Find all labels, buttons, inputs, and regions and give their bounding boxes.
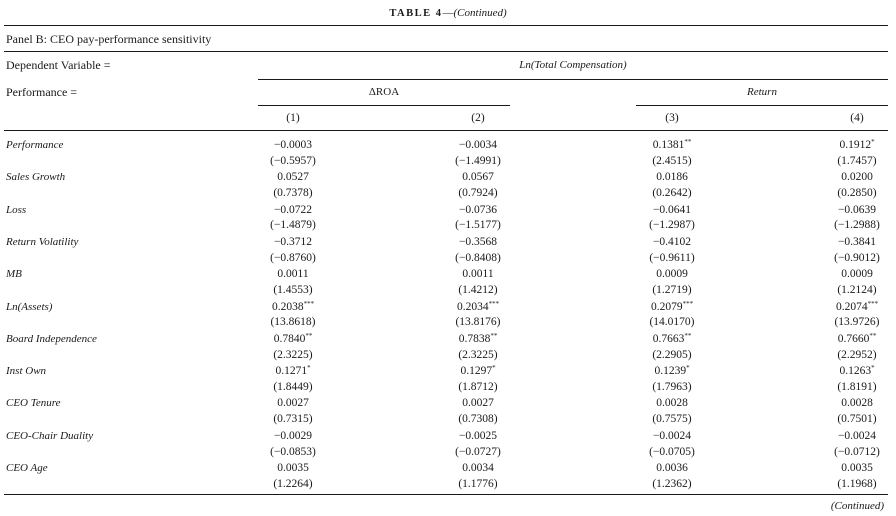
- coef-value: 0.0186: [656, 171, 688, 184]
- t-stat-cell: (2.2905): [652, 348, 692, 361]
- coef-cell: [238, 363, 348, 379]
- row-label: Inst Own: [6, 365, 47, 378]
- t-stat-cell: (1.8712): [458, 380, 498, 393]
- t-stat-cell: (13.8618): [270, 316, 316, 329]
- t-stat-cell: (−1.4991): [455, 154, 501, 167]
- coef-cell: [617, 137, 727, 153]
- coef-value: 0.7838: [458, 332, 491, 345]
- t-stat-cell: (1.2719): [652, 284, 692, 296]
- group-droa-header: ΔROA: [368, 86, 400, 98]
- coef-cell: [617, 460, 727, 476]
- row-label: Sales Growth: [6, 171, 66, 184]
- coef-cell: [802, 202, 896, 218]
- continued-footer: (Continued): [830, 500, 884, 512]
- significance-stars: ***: [303, 299, 315, 308]
- coef-cell: [617, 299, 727, 315]
- t-stat-cell: (−0.9012): [834, 251, 880, 264]
- coef-value: 0.0027: [462, 397, 494, 410]
- coef-cell: [423, 460, 533, 476]
- significance-stars: **: [869, 331, 877, 340]
- column-header-3: (3): [665, 112, 679, 124]
- t-stat-cell: (−1.4879): [270, 219, 316, 232]
- t-stat-cell: (0.2850): [837, 187, 877, 200]
- significance-stars: ***: [867, 299, 879, 308]
- t-stat-cell: (1.2362): [652, 477, 692, 490]
- header-bottom-rule: [4, 130, 888, 131]
- t-stat-cell: (0.7924): [458, 187, 498, 200]
- t-stat-cell: (−0.8760): [270, 251, 316, 264]
- coef-value: −0.0639: [837, 203, 877, 216]
- coef-value: 0.1297: [460, 365, 493, 378]
- coef-value: 0.0011: [277, 268, 309, 281]
- significance-stars: ***: [682, 299, 694, 308]
- t-stat-cell: (1.1968): [837, 477, 877, 490]
- significance-stars: **: [684, 138, 692, 146]
- bottom-rule: [4, 494, 888, 495]
- coef-value: 0.0035: [841, 462, 873, 474]
- t-stat-cell: (−0.8408): [455, 251, 501, 264]
- coef-value: 0.1239: [654, 365, 687, 378]
- t-stat-cell: (13.9726): [834, 316, 880, 329]
- significance-stars: *: [686, 364, 690, 373]
- coef-cell: [617, 169, 727, 185]
- significance-stars: **: [490, 331, 498, 340]
- coef-value: 0.0009: [656, 268, 688, 281]
- coef-value: 0.2079: [650, 300, 683, 313]
- coef-cell: [238, 266, 348, 282]
- coef-cell: [802, 266, 896, 282]
- coef-value: 0.0011: [462, 268, 494, 281]
- coef-cell: [238, 169, 348, 185]
- coef-cell: [802, 428, 896, 444]
- coef-cell: [802, 395, 896, 411]
- coef-cell: [238, 234, 348, 250]
- coef-cell: [617, 202, 727, 218]
- coef-value: 0.0027: [277, 397, 309, 410]
- t-stat-cell: (−0.5957): [270, 154, 316, 167]
- coef-cell: [238, 331, 348, 347]
- t-stat-cell: (1.8191): [837, 380, 877, 393]
- t-stat-cell: (0.7315): [273, 413, 313, 426]
- coef-value: −0.4102: [652, 235, 692, 248]
- dependent-rule: [258, 79, 888, 80]
- t-stat-cell: (1.4212): [458, 284, 498, 296]
- t-stat-cell: (1.2264): [273, 477, 313, 490]
- t-stat-cell: (1.2124): [837, 284, 877, 296]
- coef-cell: [423, 395, 533, 411]
- coef-cell: [423, 234, 533, 250]
- t-stat-cell: (0.7308): [458, 413, 498, 426]
- coef-cell: [617, 395, 727, 411]
- coef-cell: [617, 363, 727, 379]
- t-stat-cell: (0.7378): [273, 187, 313, 200]
- coef-cell: [802, 363, 896, 379]
- dependent-variable-value: Ln(Total Compensation): [519, 59, 627, 71]
- coef-value: −0.0736: [458, 203, 498, 216]
- coef-value: −0.0034: [458, 139, 498, 151]
- t-stat-cell: (0.2642): [652, 187, 692, 200]
- t-stat-cell: (2.4515): [652, 154, 692, 167]
- panel-rule: [4, 51, 888, 52]
- coef-cell: [423, 137, 533, 153]
- coef-value: 0.1271: [275, 365, 308, 378]
- coef-cell: [423, 202, 533, 218]
- coef-value: 0.2038: [271, 300, 304, 313]
- significance-stars: **: [305, 331, 313, 340]
- row-label: Performance: [6, 139, 64, 151]
- coef-value: 0.0036: [656, 462, 688, 474]
- t-stat-cell: (2.3225): [458, 348, 498, 361]
- t-stat-cell: (1.4553): [273, 284, 313, 296]
- t-stat-cell: (1.8449): [273, 380, 313, 393]
- row-label: CEO-Chair Duality: [6, 429, 94, 442]
- row-label: CEO Tenure: [6, 397, 61, 410]
- t-stat-cell: (−1.2988): [834, 219, 880, 232]
- dependent-variable-label: Dependent Variable =: [6, 58, 111, 72]
- row-label: Loss: [6, 203, 27, 216]
- t-stat-cell: (1.1776): [458, 477, 498, 490]
- coef-cell: [423, 299, 533, 315]
- coef-value: −0.3712: [273, 235, 313, 248]
- coef-cell: [802, 169, 896, 185]
- coef-value: −0.0025: [458, 429, 498, 442]
- coef-value: −0.3568: [458, 235, 498, 248]
- coef-value: 0.7663: [652, 332, 685, 345]
- t-stat-cell: (−0.0705): [649, 445, 695, 458]
- group-droa-rule: [258, 105, 510, 106]
- row-label: Return Volatility: [6, 235, 79, 248]
- t-stat-cell: (−1.5177): [455, 219, 501, 232]
- coef-value: 0.0200: [841, 171, 873, 184]
- coef-cell: [238, 299, 348, 315]
- t-stat-cell: (−0.0712): [834, 445, 880, 458]
- table-title-dash: —: [442, 7, 454, 19]
- coef-value: −0.0003: [273, 139, 313, 151]
- coef-cell: [617, 428, 727, 444]
- t-stat-cell: (0.7575): [652, 413, 692, 426]
- row-label: Ln(Assets): [6, 300, 53, 313]
- t-stat-cell: (1.7963): [652, 380, 692, 393]
- t-stat-cell: (13.8176): [455, 316, 501, 329]
- coef-value: 0.1912: [839, 139, 872, 151]
- coef-cell: [423, 363, 533, 379]
- significance-stars: *: [307, 364, 311, 373]
- table-title-continued: (Continued): [453, 7, 507, 19]
- coef-cell: [238, 460, 348, 476]
- row-label: CEO Age: [6, 462, 48, 474]
- coef-value: 0.1381: [652, 139, 685, 151]
- t-stat-cell: (1.7457): [837, 154, 877, 167]
- significance-stars: *: [492, 364, 496, 373]
- significance-stars: *: [871, 364, 875, 373]
- column-header-2: (2): [471, 112, 485, 124]
- coef-cell: [617, 234, 727, 250]
- coef-value: −0.0024: [837, 429, 877, 442]
- table-title: [0, 5, 896, 21]
- coef-value: −0.0029: [273, 429, 313, 442]
- coef-cell: [423, 169, 533, 185]
- t-stat-cell: (14.0170): [649, 316, 695, 329]
- t-stat-cell: (−0.9611): [649, 251, 695, 264]
- t-stat-cell: (2.2952): [837, 348, 877, 361]
- table-title-label: TABLE 4: [389, 8, 443, 19]
- t-stat-cell: (2.3225): [273, 348, 313, 361]
- coef-value: 0.0035: [277, 462, 309, 474]
- coef-value: 0.0527: [277, 171, 309, 184]
- t-stat-cell: (−0.0853): [270, 445, 316, 458]
- coef-value: −0.3841: [837, 235, 877, 248]
- group-return-rule: [636, 105, 888, 106]
- row-label: MB: [6, 268, 22, 281]
- t-stat-cell: (−0.0727): [455, 445, 501, 458]
- panel-title: Panel B: CEO pay-performance sensitivity: [6, 32, 212, 46]
- coef-cell: [802, 460, 896, 476]
- coef-cell: [238, 137, 348, 153]
- coef-value: 0.2074: [835, 300, 868, 313]
- significance-stars: *: [871, 138, 875, 146]
- coef-cell: [423, 331, 533, 347]
- coef-cell: [617, 331, 727, 347]
- coef-value: −0.0024: [652, 429, 692, 442]
- t-stat-cell: (0.7501): [837, 413, 877, 426]
- group-return-header: Return: [747, 86, 777, 98]
- coef-value: 0.0028: [841, 397, 873, 410]
- coef-value: −0.0641: [652, 203, 692, 216]
- coef-value: 0.1263: [839, 365, 872, 378]
- coef-value: 0.2034: [456, 300, 489, 313]
- coef-value: −0.0722: [273, 203, 313, 216]
- column-header-1: (1): [286, 112, 300, 124]
- coef-cell: [238, 202, 348, 218]
- coef-value: 0.0009: [841, 268, 873, 281]
- performance-label: Performance =: [6, 85, 78, 99]
- coef-value: 0.0028: [656, 397, 688, 410]
- significance-stars: **: [684, 331, 692, 340]
- significance-stars: ***: [488, 299, 500, 308]
- top-rule: [4, 25, 888, 26]
- coef-cell: [423, 266, 533, 282]
- coef-cell: [238, 428, 348, 444]
- coef-cell: [238, 395, 348, 411]
- coef-cell: [617, 266, 727, 282]
- t-stat-cell: (−1.2987): [649, 219, 695, 232]
- coef-cell: [423, 428, 533, 444]
- coef-cell: [802, 299, 896, 315]
- coef-value: 0.7840: [273, 332, 306, 345]
- column-header-4: (4): [850, 112, 864, 124]
- row-label: Board Independence: [6, 332, 97, 345]
- coef-value: 0.7660: [837, 332, 870, 345]
- coef-value: 0.0034: [462, 462, 494, 474]
- coef-cell: [802, 137, 896, 153]
- coef-value: 0.0567: [462, 171, 494, 184]
- coef-cell: [802, 331, 896, 347]
- coef-cell: [802, 234, 896, 250]
